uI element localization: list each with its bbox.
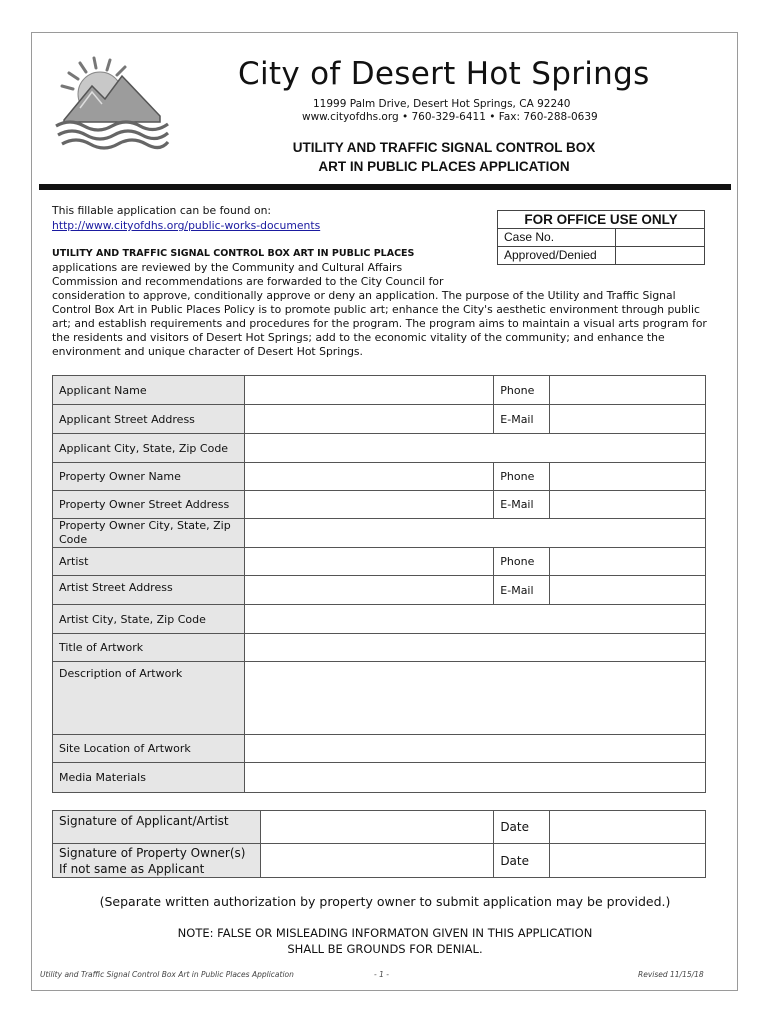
authorization-note: (Separate written authorization by property owner to submit application may be provided.) xyxy=(99,894,671,909)
site-location-field[interactable] xyxy=(244,735,705,763)
owner-email-field[interactable] xyxy=(550,491,706,519)
applicant-date-field[interactable] xyxy=(550,811,706,844)
sun-mountains-waves-icon xyxy=(50,54,172,152)
artist-street-label: Artist Street Address xyxy=(53,576,245,605)
owner-city-label: Property Owner City, State, Zip Code xyxy=(53,519,245,548)
applicant-signature-field[interactable] xyxy=(260,811,494,844)
artist-email-field[interactable] xyxy=(550,576,706,605)
case-no-field[interactable] xyxy=(616,229,704,246)
warning-note xyxy=(0,925,770,957)
artist-email-label: E-Mail xyxy=(494,576,550,605)
owner-email-label: E-Mail xyxy=(494,491,550,519)
applicant-phone-label: Phone xyxy=(494,376,550,405)
office-use-box xyxy=(497,210,705,265)
form-title-line1: UTILITY AND TRAFFIC SIGNAL CONTROL BOX xyxy=(292,140,596,155)
warning-line1: NOTE: FALSE OR MISLEADING INFORMATON GIVEN IN THIS APPLICATION xyxy=(177,926,593,940)
description-field[interactable] xyxy=(244,662,705,735)
footer-form-name: Utility and Traffic Signal Control Box Art in Public Places Application xyxy=(40,970,294,979)
intro-found-on: This fillable application can be found on: xyxy=(52,204,272,217)
artist-city-field[interactable] xyxy=(244,605,705,634)
application-link[interactable]: http://www.cityofdhs.org/public-works-documents xyxy=(52,219,321,232)
intro-line7: environment and unique character of Desert Hot Springs. xyxy=(52,345,363,358)
site-location-label: Site Location of Artwork xyxy=(53,735,245,763)
owner-name-label: Property Owner Name xyxy=(53,463,245,491)
owner-signature-label xyxy=(53,844,261,878)
owner-street-label: Property Owner Street Address xyxy=(53,491,245,519)
title-artwork-field[interactable] xyxy=(244,634,705,662)
city-address: 11999 Palm Drive, Desert Hot Springs, CA 92240 xyxy=(313,98,571,110)
footer-revised-date: Revised 11/15/18 xyxy=(638,970,704,979)
program-title: UTILITY AND TRAFFIC SIGNAL CONTROL BOX ART IN PUBLIC PLACES xyxy=(52,248,415,259)
warning-line2: SHALL BE GROUNDS FOR DENIAL. xyxy=(287,942,483,956)
media-materials-label: Media Materials xyxy=(53,763,245,793)
office-use-title: FOR OFFICE USE ONLY xyxy=(498,211,704,229)
owner-name-field[interactable] xyxy=(244,463,494,491)
owner-date-field[interactable] xyxy=(550,844,706,878)
intro-line6: the residents and visitors of Desert Hot Springs; add to the economic vitality of the community; and enhance the xyxy=(52,331,665,344)
owner-signature-line2: If not same as Applicant xyxy=(59,861,205,876)
intro-line1: applications are reviewed by the Community and Cultural Affairs xyxy=(52,261,403,274)
intro-line2: Commission and recommendations are forwarded to the City Council for xyxy=(52,275,444,288)
application-form-table xyxy=(52,375,706,793)
owner-street-field[interactable] xyxy=(244,491,494,519)
signature-table xyxy=(52,810,706,878)
applicant-phone-field[interactable] xyxy=(550,376,706,405)
owner-phone-label: Phone xyxy=(494,463,550,491)
artist-phone-label: Phone xyxy=(494,548,550,576)
form-title-line2: ART IN PUBLIC PLACES APPLICATION xyxy=(318,159,570,174)
applicant-signature-label: Signature of Applicant/Artist xyxy=(53,811,261,844)
city-name: City of Desert Hot Springs xyxy=(238,56,650,92)
applicant-city-field[interactable] xyxy=(244,434,705,463)
approved-denied-field[interactable] xyxy=(616,247,704,264)
description-label: Description of Artwork xyxy=(53,662,245,735)
applicant-city-label: Applicant City, State, Zip Code xyxy=(53,434,245,463)
intro-line3: consideration to approve, conditionally approve or deny an application. The purpose of the Utility and Traffic Signal xyxy=(52,289,676,302)
owner-phone-field[interactable] xyxy=(550,463,706,491)
city-contact: www.cityofdhs.org • 760-329-6411 • Fax: 760-288-0639 xyxy=(302,111,598,123)
owner-date-label: Date xyxy=(494,844,550,878)
media-materials-field[interactable] xyxy=(244,763,705,793)
artist-phone-field[interactable] xyxy=(550,548,706,576)
applicant-name-field[interactable] xyxy=(244,376,494,405)
applicant-email-label: E-Mail xyxy=(494,405,550,434)
intro-line5: art; and establish requirements and procedures for the program. The program aims to maintain a visual arts program for xyxy=(52,317,707,330)
approved-denied-label: Approved/Denied xyxy=(498,247,616,264)
applicant-street-field[interactable] xyxy=(244,405,494,434)
artist-label: Artist xyxy=(53,548,245,576)
applicant-date-label: Date xyxy=(494,811,550,844)
artist-field[interactable] xyxy=(244,548,494,576)
applicant-email-field[interactable] xyxy=(550,405,706,434)
owner-signature-line1: Signature of Property Owner(s) xyxy=(59,845,246,860)
case-no-label: Case No. xyxy=(498,229,616,246)
title-artwork-label: Title of Artwork xyxy=(53,634,245,662)
header-divider xyxy=(39,184,731,190)
applicant-name-label: Applicant Name xyxy=(53,376,245,405)
owner-signature-field[interactable] xyxy=(260,844,494,878)
footer-page-number: - 1 - xyxy=(374,970,389,979)
owner-city-field[interactable] xyxy=(244,519,705,548)
artist-street-field[interactable] xyxy=(244,576,494,605)
applicant-street-label: Applicant Street Address xyxy=(53,405,245,434)
artist-city-label: Artist City, State, Zip Code xyxy=(53,605,245,634)
intro-line4: Control Box Art in Public Places Policy is to promote public art; enhance the City's aesthetic environment through public xyxy=(52,303,700,316)
